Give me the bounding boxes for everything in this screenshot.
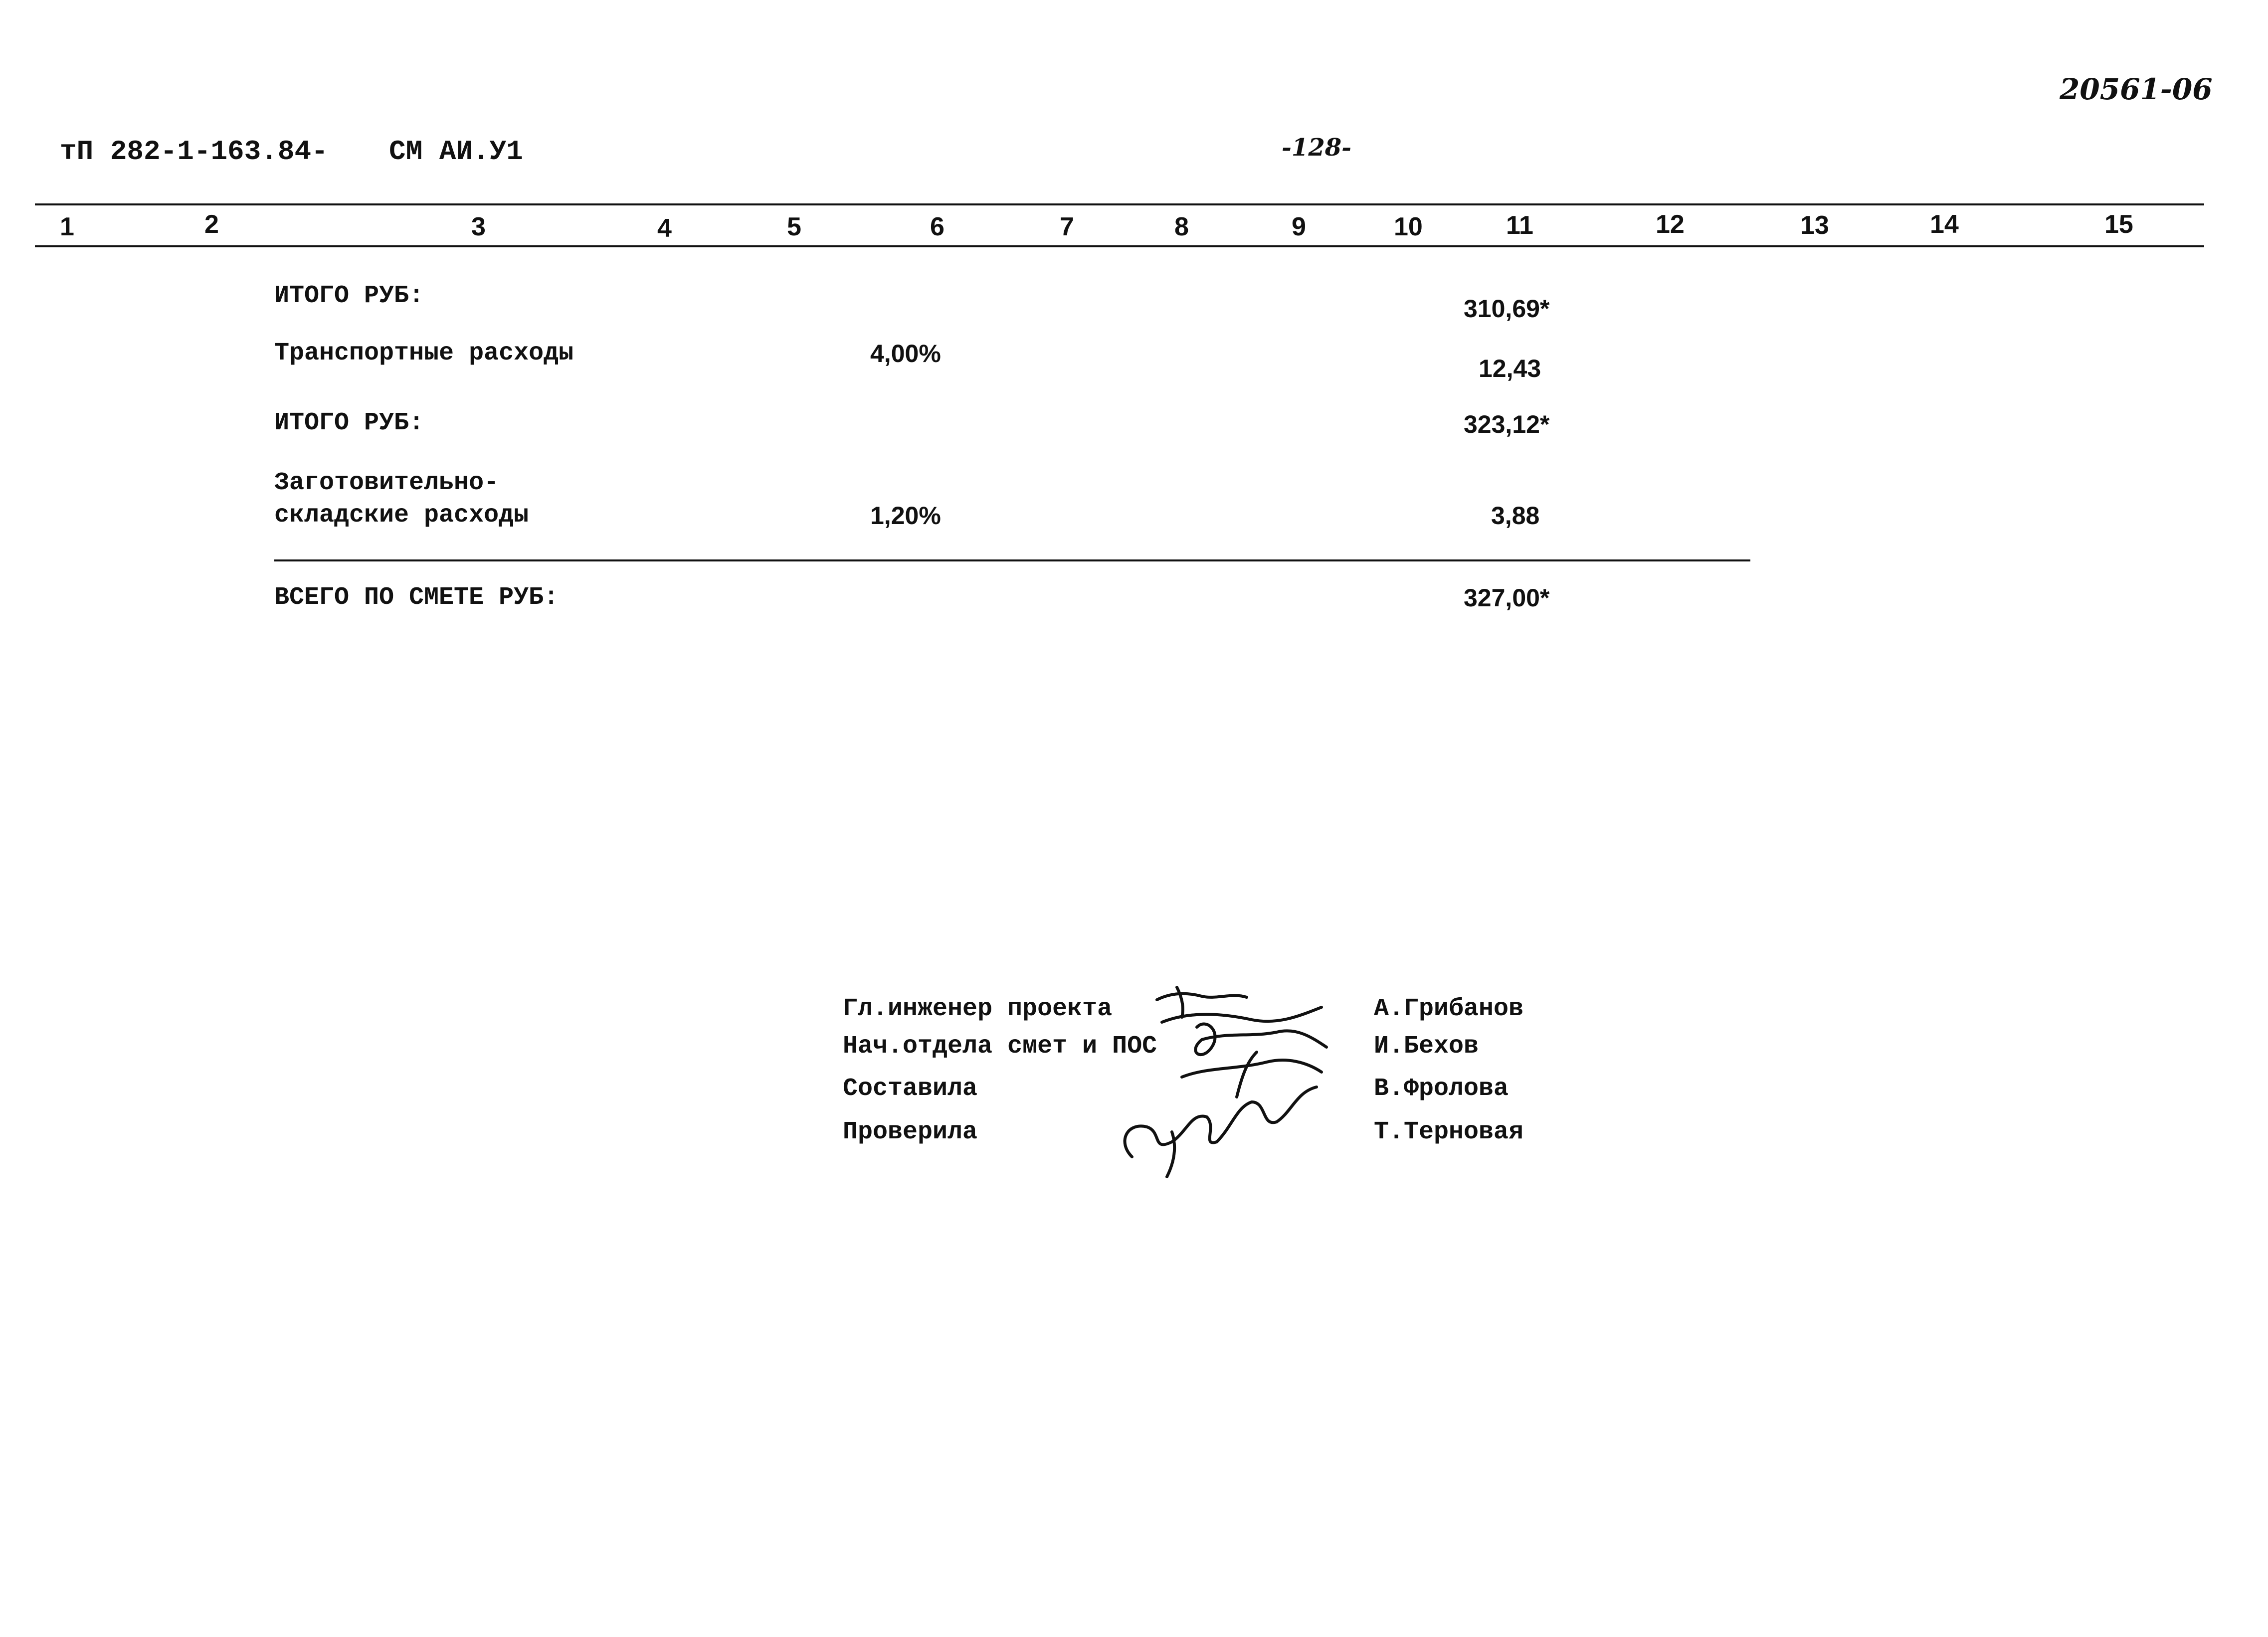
signature-role: Составила — [843, 1075, 978, 1103]
row-label: Заготовительно- — [274, 469, 499, 497]
row-amount: 12,43 — [1479, 355, 1541, 382]
col-number-11: 11 — [1506, 211, 1533, 240]
total-rule — [274, 559, 1750, 561]
handwritten-signatures — [1087, 977, 1386, 1187]
col-number-12: 12 — [1656, 210, 1685, 239]
signature-name: А.Грибанов — [1374, 995, 1524, 1023]
col-number-3: 3 — [471, 212, 486, 241]
col-number-8: 8 — [1174, 212, 1189, 241]
row-percent: 4,00% — [870, 340, 941, 367]
row-amount: 323,12* — [1464, 410, 1550, 438]
page-number: -128- — [1282, 134, 1352, 162]
archive-number: 20561-06 — [2060, 72, 2213, 106]
sheet-code: СМ АИ.У1 — [389, 136, 523, 168]
col-number-9: 9 — [1292, 212, 1306, 241]
row-label-continued: складские расходы — [274, 501, 529, 530]
row-label: ИТОГО РУБ: — [274, 282, 424, 310]
col-number-2: 2 — [204, 210, 219, 239]
signature-role: Проверила — [843, 1118, 978, 1146]
col-number-5: 5 — [787, 212, 801, 241]
row-label: ИТОГО РУБ: — [274, 409, 424, 437]
doc-code: тП 282-1-163.84- — [60, 136, 328, 168]
column-header-top-rule — [35, 203, 2204, 205]
total-label: ВСЕГО ПО СМЕТЕ РУБ: — [274, 583, 559, 612]
col-number-4: 4 — [657, 214, 672, 243]
col-number-6: 6 — [930, 212, 945, 241]
signature-role: Нач.отдела смет и ПОС — [843, 1032, 1157, 1061]
signature-name: И.Бехов — [1374, 1032, 1479, 1061]
signature-role: Гл.инженер проекта — [843, 995, 1113, 1023]
row-percent: 1,20% — [870, 502, 941, 530]
signature-name: В.Фролова — [1374, 1075, 1509, 1103]
col-number-7: 7 — [1060, 212, 1074, 241]
col-number-14: 14 — [1930, 210, 1959, 239]
total-amount: 327,00* — [1464, 584, 1550, 612]
row-label: Транспортные расходы — [274, 339, 574, 367]
col-number-10: 10 — [1394, 212, 1423, 241]
signature-name: Т.Терновая — [1374, 1118, 1524, 1146]
row-amount: 310,69* — [1464, 295, 1550, 323]
column-header-bottom-rule — [35, 245, 2204, 247]
col-number-1: 1 — [60, 212, 74, 241]
col-number-15: 15 — [2104, 210, 2133, 239]
col-number-13: 13 — [1800, 211, 1829, 240]
row-amount: 3,88 — [1491, 502, 1540, 530]
